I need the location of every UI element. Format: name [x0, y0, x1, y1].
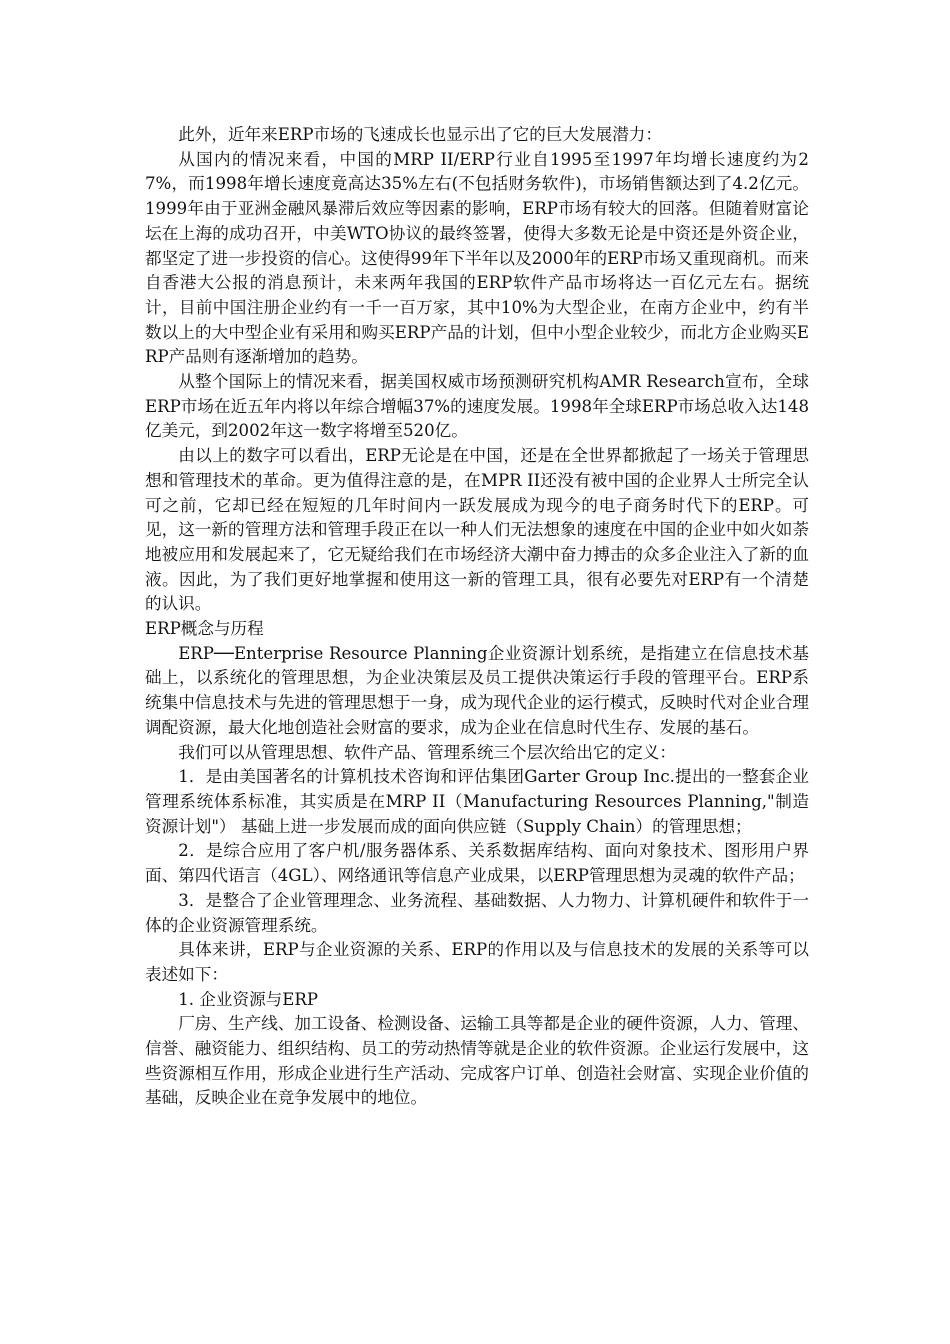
- paragraph-erp-definition: ERP──Enterprise Resource Planning企业资源计划系统，是指建立在信息技术基础上，以系统化的管理思想，为企业决策层及员工提供决策运行手段的管理平台。ERP系统集中信息技术与先进的管理思想于一身，成为现代企业的运行模式，反映时代对企业合理调配资源，最大化地创造社会财富的要求，成为企业在信息时代生存、发展的基石。: [145, 643, 809, 737]
- list-item-1: 1．是由美国著名的计算机技术咨询和评估集团Garter Group Inc.提出的一整套企业管理系统体系标准，其实质是在MRP II（Manufacturing Resources Planning,"制造资源计划"） 基础上进一步发展而成的面向供应链（Supply Chain）的管理思想；: [145, 767, 809, 836]
- subheading-enterprise-resources: 1. 企业资源与ERP: [178, 989, 319, 1009]
- paragraph-conclusion: 由以上的数字可以看出，ERP无论是在中国，还是在全世界都掀起了一场关于管理思想和管理技术的革命。更为值得注意的是，在MPR II还没有被中国的企业界人士所完全认可之前，它却已经在短短的几年时间内一跃发展成为现今的电子商务时代下的ERP。可见，这一新的管理方法和管理手段正在以一种人们无法想象的速度在中国的企业中如火如荼地被应用和发展起来了，它无疑给我们在市场经济大潮中奋力搏击的众多企业注入了新的血液。因此，为了我们更好地掌握和使用这一新的管理工具，很有必要先对ERP有一个清楚的认识。: [145, 446, 809, 614]
- document-page: [145, 123, 809, 1111]
- paragraph-domestic-market: 从国内的情况来看，中国的MRP II/ERP行业自1995至1997年均增长速度约为27%，而1998年增长速度竟高达35%左右(不包括财务软件)，市场销售额达到了4.2亿元。1999年由于亚洲金融风暴滞后效应等因素的影响，ERP市场有较大的回落。但随着财富论坛在上海的成功召开，中美WTO协议的最终签署，使得大多数无论是中资还是外资企业，都坚定了进一步投资的信心。这使得99年下半年以及2000年的ERP市场又重现商机。而来自香港大公报的消息预计，未来两年我国的ERP软件产品市场将达一百亿元左右。据统计，目前中国注册企业约有一千一百万家，其中10%为大型企业，在南方企业中，约有半数以上的大中型企业有采用和购买ERP产品的计划，但中小型企业较少，而北方企业购买ERP产品则有逐渐增加的趋势。: [145, 149, 809, 367]
- paragraph-international-market: 从整个国际上的情况来看，据美国权威市场预测研究机构AMR Research宣布，全球ERP市场在近五年内将以年综合增幅37%的速度发展。1998年全球ERP市场总收入达148亿美元，到2002年这一数字将增至520亿。: [145, 372, 809, 441]
- paragraph-resources: 厂房、生产线、加工设备、检测设备、运输工具等都是企业的硬件资源，人力、管理、信誉、融资能力、组织结构、员工的劳动热情等就是企业的软件资源。企业运行发展中，这些资源相互作用，形成企业进行生产活动、完成客户订单、创造社会财富、实现企业价值的基础，反映企业在竞争发展中的地位。: [145, 1014, 809, 1108]
- paragraph-relations: 具体来讲，ERP与企业资源的关系、ERP的作用以及与信息技术的发展的关系等可以表述如下：: [145, 940, 809, 984]
- paragraph-three-levels: 我们可以从管理思想、软件产品、管理系统三个层次给出它的定义：: [178, 742, 676, 762]
- list-item-2: 2．是综合应用了客户机/服务器体系、关系数据库结构、面向对象技术、图形用户界面、第四代语言（4GL）、网络通讯等信息产业成果，以ERP管理思想为灵魂的软件产品；: [145, 841, 809, 886]
- list-item-3: 3．是整合了企业管理理念、业务流程、基础数据、人力物力、计算机硬件和软件于一体的企业资源管理系统。: [145, 890, 809, 935]
- section-heading-erp-concept: ERP概念与历程: [145, 619, 264, 639]
- paragraph-intro: 此外，近年来ERP市场的飞速成长也显示出了它的巨大发展潜力：: [178, 125, 662, 144]
